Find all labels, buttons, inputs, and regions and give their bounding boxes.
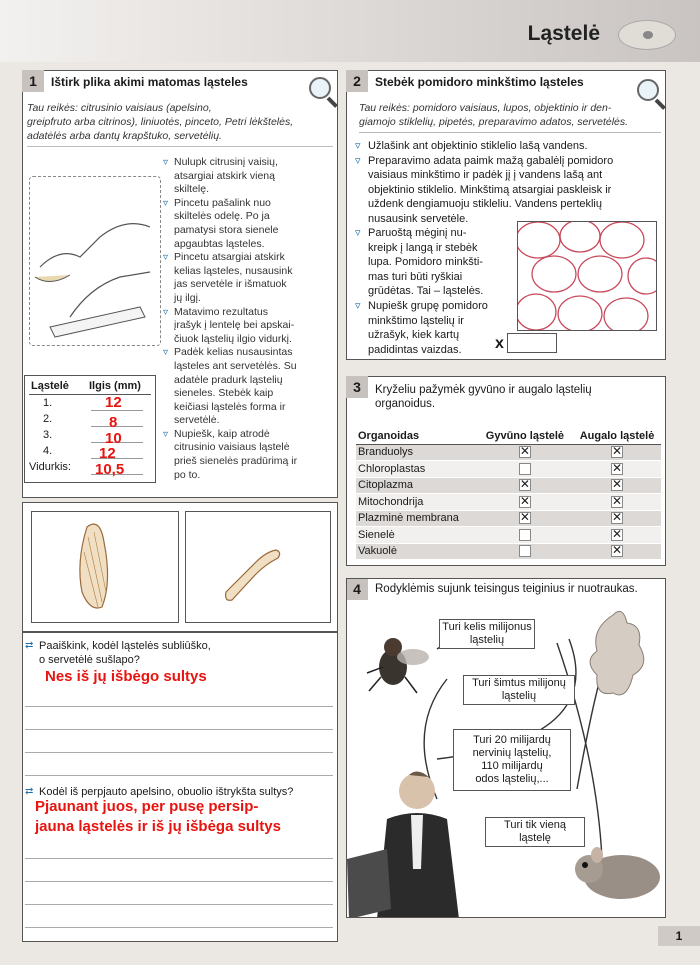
hands-illustration [29, 176, 161, 346]
task2-steps: ▿ Užlašink ant objektinio stiklelio lašą vandens. ▿ Preparavimo adata paimk mažą gabalėlį pomidoro vaisiaus minkštimo ir padėk jį į vandens lašą ant objektinio stiklelio. Minkštimą atsargiai paskleisk ir uždenk dengiamuoju stikleliu. Vandens perteklių nusausink servetėle. [355, 139, 665, 227]
organelle-name: Chloroplastas [356, 461, 477, 478]
mouse-photo [567, 841, 666, 911]
table-header-cell: Ląstelė [31, 380, 69, 392]
tomato-cells-drawing [517, 221, 657, 331]
answer-average: 10,5 [95, 461, 125, 478]
answer-1: Nes iš jų išbėgo sultys [45, 668, 207, 685]
plant-checkbox[interactable] [611, 446, 623, 458]
animal-checkbox[interactable] [519, 446, 531, 458]
measurement-table [24, 375, 156, 483]
label-hundreds-millions[interactable]: Turi šimtus milijonų ląstelių [463, 675, 575, 705]
question-2: ⇄ Kodėl iš perpjauto apelsino, obuolio ištrykšta sultys? [25, 785, 335, 799]
answer-2: Pjaunant juos, per pusę persip- jauna ląstelės ir iš jų išbėga sultys [35, 798, 281, 835]
amoeba-photo [583, 605, 653, 705]
task4-panel [346, 578, 666, 918]
drawing-area [22, 502, 338, 632]
organelle-name: Branduolys [356, 444, 477, 461]
table-row: 3. [25, 429, 153, 445]
page-number: 1 [658, 926, 700, 946]
organelle-name: Vakuolė [356, 543, 477, 560]
header-animal: Gyvūno ląstelė [477, 428, 571, 444]
table-row: Vidurkis: [25, 461, 153, 477]
table-header-length: Ilgis (mm) [89, 380, 141, 392]
table-row: 4. [25, 445, 153, 461]
boy-photo [347, 769, 467, 918]
plant-checkbox[interactable] [611, 512, 623, 524]
drawing-before [31, 511, 179, 623]
magnifier-icon [309, 77, 331, 99]
animal-checkbox[interactable] [519, 479, 531, 491]
task4-title: Rodyklėmis sujunk teisingus teiginius ir nuotraukas. [375, 583, 638, 595]
animal-checkbox[interactable] [519, 529, 531, 541]
drawing-after [185, 511, 331, 623]
plant-checkbox[interactable] [611, 529, 623, 541]
task1-title: Ištirk plika akimi matomas ląsteles [51, 75, 248, 89]
organelle-row [356, 527, 661, 544]
answer-length-4: 12 [99, 445, 116, 462]
task3-title: Kryželiu pažymėk gyvūno ir augalo ląstelių organoidus. [375, 384, 592, 410]
organelle-name: Citoplazma [356, 477, 477, 494]
task1-number: 1 [22, 70, 44, 92]
plant-checkbox[interactable] [611, 496, 623, 508]
page-header [0, 0, 700, 62]
plant-checkbox[interactable] [611, 479, 623, 491]
plant-checkbox[interactable] [611, 463, 623, 475]
fly-photo [361, 627, 431, 697]
task3-number: 3 [346, 376, 368, 398]
questions-panel [22, 632, 338, 942]
label-one-cell[interactable]: Turi tik vieną ląstelę [485, 817, 585, 847]
organelle-row [356, 543, 661, 560]
organelle-row [356, 510, 661, 527]
task2-materials: Tau reikės: pomidoro vaisiaus, lupos, objektinio ir den- giamojo stiklelių, pipetės, preparavimo adatos, servetėlės. [359, 101, 661, 133]
task2-steps-b: ▿ Paruoštą mėginį nu- kreipk į langą ir stebėk lupa. Pomidoro minkšti- mas turi būti ryškiai grūdėtas. Tai – ląstelės. ▿ Nupiešk grupę pomidoro minkštimo ląstelių ir užrašyk, kiek kartų padidintas vaizdas. [355, 226, 515, 357]
animal-checkbox[interactable] [519, 496, 531, 508]
animal-checkbox[interactable] [519, 545, 531, 557]
answer-length-3: 10 [105, 430, 122, 447]
organelle-row [356, 461, 661, 478]
task4-number: 4 [346, 578, 368, 600]
table-row: 2. [25, 413, 153, 429]
answer-length-1: 12 [105, 394, 122, 411]
animal-checkbox[interactable] [519, 512, 531, 524]
label-billions[interactable]: Turi 20 milijardų nervinių ląstelių, 110 milijardų odos ląstelių,... [453, 729, 571, 791]
label-millions[interactable]: Turi kelis milijonus ląstelių [439, 619, 535, 649]
question-1: ⇄ Paaiškink, kodėl ląstelės subliūško, o servetėlė sušlapo? [25, 639, 325, 667]
task2-panel [346, 70, 666, 360]
organelle-name: Mitochondrija [356, 494, 477, 511]
magnifier-icon [637, 79, 659, 101]
answer-length-2: 8 [109, 414, 118, 431]
animal-checkbox[interactable] [519, 463, 531, 475]
task2-title: Stebėk pomidoro minkštimo ląsteles [375, 75, 584, 89]
task1-materials: Tau reikės: citrusinio vaisiaus (apelsino, greipfruto arba citrinos), liniuotės, pinceto, Petri lėkštelės, adatėlės arba dantų krapštuko, servetėlių. [27, 101, 333, 147]
page-title: Ląstelė [527, 22, 600, 45]
header-organelle: Organoidas [356, 428, 477, 444]
task1-steps: ▿ Nulupk citrusinį vaisių, atsargiai atskirk vieną skiltelę. ▿ Pincetu pašalink nuo skiltelės odelę. Po ja pamatysi stora sienele apgaubtas ląsteles. ▿ Pincetu atsargiai atskirk kelias ląsteles, nusausink jas servetėle ir išmatuok jų ilgį. ▿ Matavimo rezultatus įrašyk į lentelę bei apskai- čiuok ląstelių ilgio vidurkį. ▿ Padėk kelias nusausintas ląsteles ant servetėlės. Su adatėle pradurk ląstelių sieneles. Stebėk kaip keičiasi ląstelės forma ir servetėlė. ▿ Nupiešk, kaip atrodė citrusinio vaisiaus ląstelė prieš sienelės pradūrimą ir po to. [163, 156, 339, 482]
organelle-row [356, 494, 661, 511]
header-plant: Augalo ląstelė [571, 428, 661, 444]
cell-illustration [618, 20, 676, 50]
task2-number: 2 [346, 70, 368, 92]
organelle-name: Plazminė membrana [356, 510, 477, 527]
plant-checkbox[interactable] [611, 545, 623, 557]
magnification-label: x [495, 335, 504, 352]
organelle-row [356, 477, 661, 494]
organelle-name: Sienelė [356, 527, 477, 544]
table-row: 1. [25, 397, 153, 413]
organelles-table [356, 428, 661, 560]
magnification-field[interactable] [507, 333, 557, 353]
organelle-row [356, 444, 661, 461]
